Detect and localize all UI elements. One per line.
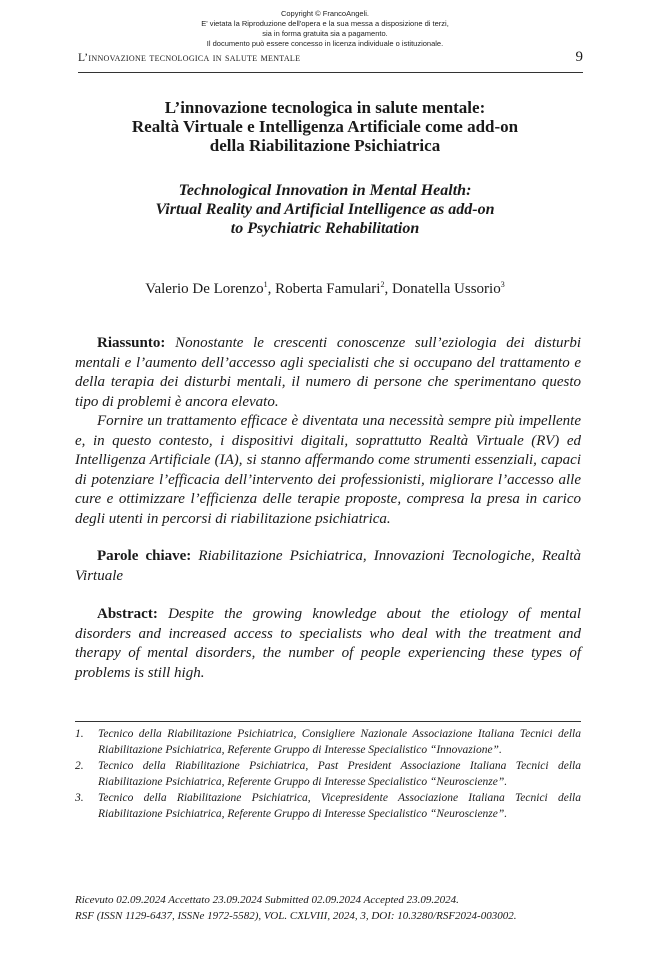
running-head-title: L’innovazione tecnologica in salute mentale <box>78 52 301 64</box>
footnote-number: 3. <box>75 792 84 804</box>
copyright-line: Il documento può essere concesso in licenza individuale o istituzionale. <box>206 39 444 48</box>
keywords-label: Parole chiave: <box>97 548 192 564</box>
author-affiliation-mark: 2 <box>380 280 385 289</box>
title-line: L’innovazione tecnologica in salute mentale: <box>164 98 486 117</box>
abstract-paragraph <box>75 605 581 683</box>
page-number: 9 <box>575 49 583 65</box>
author-separator: , <box>384 281 392 297</box>
journal-citation: RSF (ISSN 1129-6437, ISSNe 1972-5582), VOL. CXLVIII, 2024, 3, DOI: 10.3280/RSF2024-003002. <box>75 909 517 922</box>
riassunto-text: Nonostante le crescenti conoscenze sull’eziologia dei disturbi mentali e l’aumento dell’accesso agli specialisti che si occupano del trattamento e della terapia dei disturbi mentali, il numero di persone che sperimentano questo tipo di problemi è ancora elevato. <box>75 335 581 410</box>
abstract-text: Despite the growing knowledge about the etiology of mental disorders and increased access to specialists who deal with the treatment and therapy of mental disorders, the number of people experiencing these types of problems is still high. <box>75 606 581 681</box>
footnote <box>75 727 581 758</box>
abstract-label: Abstract: <box>97 606 158 622</box>
footnote-divider <box>75 721 581 722</box>
keywords-section <box>75 547 581 586</box>
riassunto-paragraph <box>75 412 581 529</box>
author-name: Roberta Famulari <box>275 281 381 297</box>
footnote-text: Tecnico della Riabilitazione Psichiatrica, Consigliere Nazionale Associazione Italiana Tecnici della Riabilitazione Psichiatrica, Referente Gruppo di Interesse Specialistico “Innovazione”. <box>98 728 581 756</box>
riassunto-label: Riassunto: <box>97 335 166 351</box>
publication-info <box>75 893 585 924</box>
copyright-line: E' vietata la Riproduzione dell'opera e la sua messa a disposizione di terzi, <box>201 19 449 28</box>
subtitle-line: Technological Innovation in Mental Health: <box>178 182 472 199</box>
author-name: Donatella Ussorio <box>391 281 501 297</box>
title-line: Realtà Virtuale e Intelligenza Artificiale come add-on <box>131 117 519 136</box>
received-dates: Ricevuto 02.09.2024 Accettato 23.09.2024 Submitted 02.09.2024 Accepted 23.09.2024. <box>75 894 459 906</box>
abstract-section <box>75 605 581 683</box>
author-affiliation-mark: 1 <box>263 280 268 289</box>
keywords-text: Riabilitazione Psichiatrica, Innovazioni Tecnologiche, Realtà Virtuale <box>75 548 582 584</box>
copyright-line: sia in forma gratuita sia a pagamento. <box>262 29 388 38</box>
author-separator: , <box>267 281 276 297</box>
riassunto-section <box>75 334 581 529</box>
footnote <box>75 791 581 822</box>
riassunto-paragraph <box>75 334 581 412</box>
footnote-number: 1. <box>75 728 84 740</box>
copyright-notice <box>0 9 650 49</box>
copyright-line: Copyright © FrancoAngeli. <box>280 9 370 18</box>
title-line: della Riabilitazione Psichiatrica <box>209 136 441 155</box>
riassunto-text: Fornire un trattamento efficace è diventata una necessità sempre più impellente e, in questo contesto, i dispositivi digitali, soprattutto Realtà Virtuale (RV) ed Intelligenza Artificiale (IA), si stanno affermando come strumenti essenziali, capaci di potenziare l’efficacia dell’intervento dei professionisti, migliorare l’accesso alle cure e ottimizzare l’efficienza delle terapie proposte, compresa la presa in carico degli utenti in percorsi di riabilitazione psichiatrica. <box>75 413 581 527</box>
author-affiliation-mark: 3 <box>500 280 505 289</box>
footnotes <box>75 727 581 823</box>
keywords-paragraph <box>75 547 581 586</box>
article-title <box>60 98 590 155</box>
subtitle-line: Virtual Reality and Artificial Intelligence as add-on <box>155 201 495 218</box>
article-subtitle-english <box>60 181 590 238</box>
running-header <box>78 50 583 73</box>
footnote-text: Tecnico della Riabilitazione Psichiatrica, Vicepresidente Associazione Italiana Tecnici della Riabilitazione Psichiatrica, Referente Gruppo di Interesse Specialistico “Neuroscienze”. <box>98 792 581 820</box>
footnote-text: Tecnico della Riabilitazione Psichiatrica, Past President Associazione Italiana Tecnici della Riabilitazione Psichiatrica, Referente Gruppo di Interesse Specialistico “Neuroscienze”. <box>98 760 581 788</box>
footnote <box>75 759 581 790</box>
author-list <box>60 280 590 298</box>
subtitle-line: to Psychiatric Rehabilitation <box>230 220 420 237</box>
author-name: Valerio De Lorenzo <box>145 281 264 297</box>
footnote-number: 2. <box>75 760 84 772</box>
